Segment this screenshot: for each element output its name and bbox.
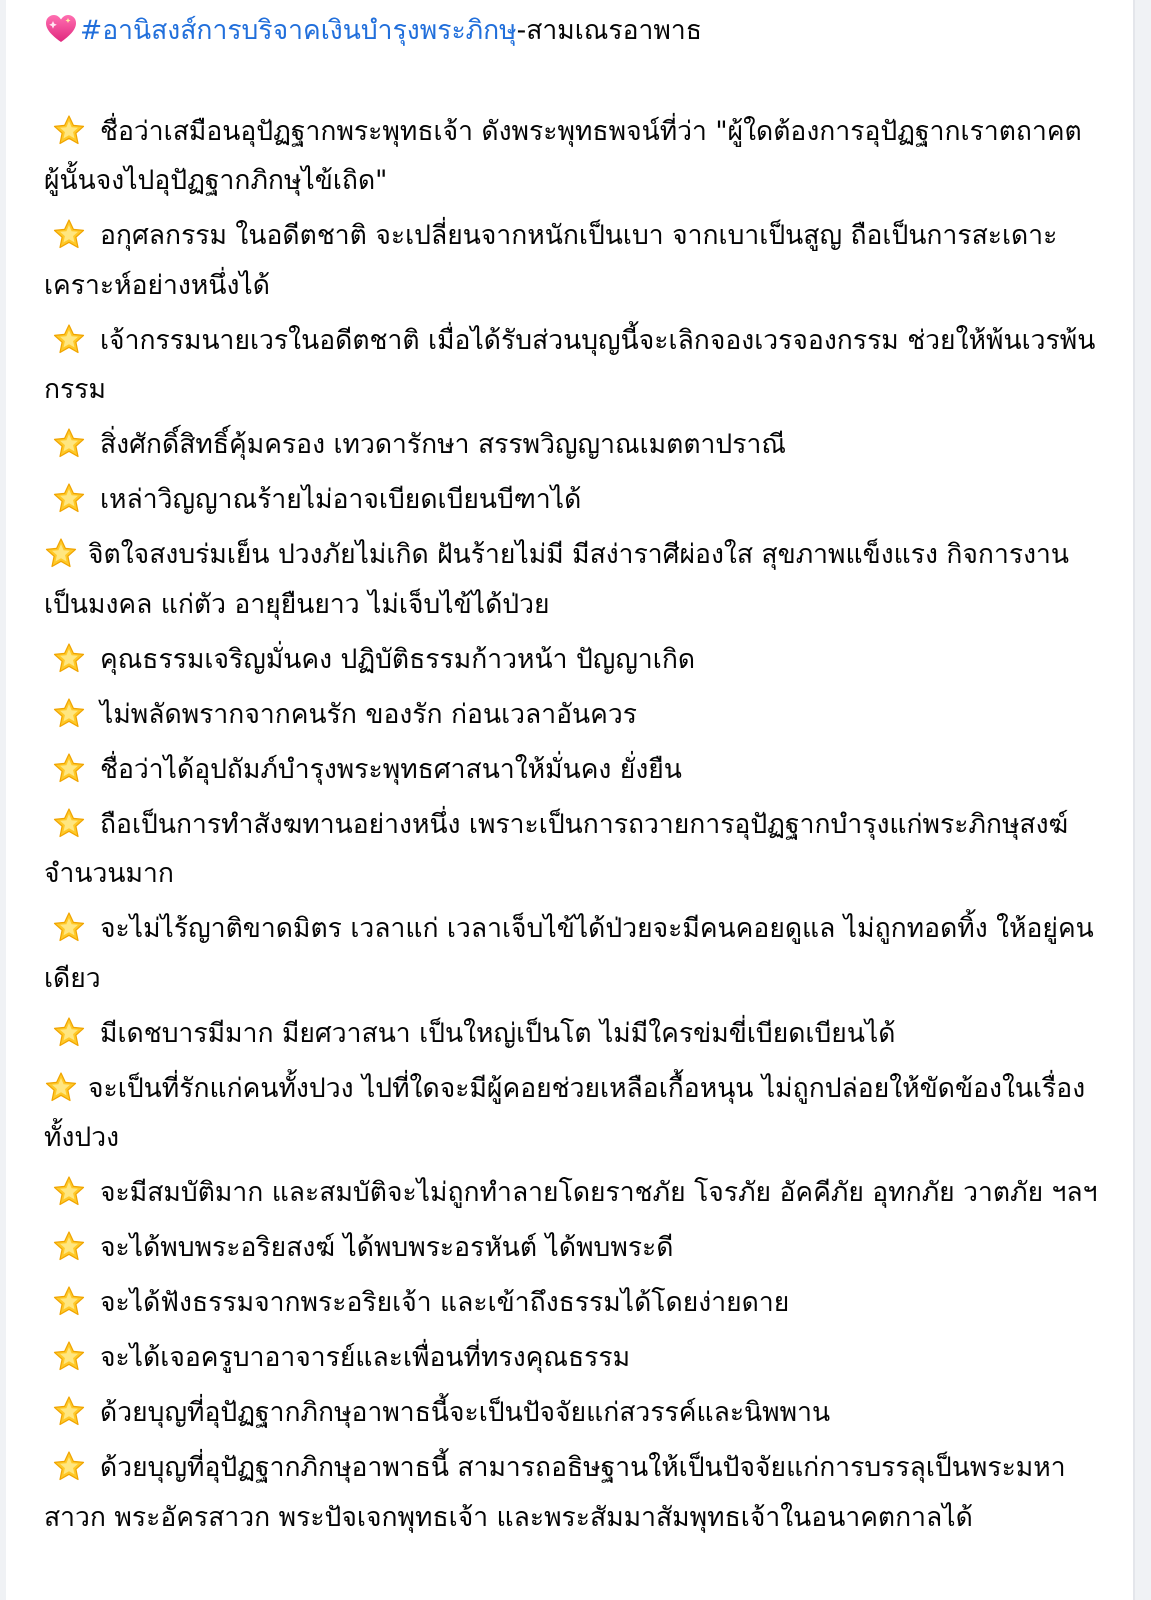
glowing-star-icon [52, 217, 86, 249]
glowing-star-icon [52, 806, 86, 838]
glowing-star-icon [52, 1174, 86, 1206]
benefit-line [44, 1168, 1105, 1218]
glowing-star-icon [52, 696, 86, 728]
benefit-text: จิตใจสงบร่มเย็น ปวงภัยไม่เกิด ฝันร้ายไม่มี มีสง่าราศีผ่องใส สุขภาพแข็งแรง กิจการงานเป็นมงคล แก่ตัว อายุยืนยาว ไม่เจ็บไข้ได้ป่วย [44, 539, 1070, 620]
benefit-line [44, 1064, 1105, 1163]
benefit-text: เจ้ากรรมนายเวรในอดีตชาติ เมื่อได้รับส่วนบุญนี้จะเลิกจองเวรจองกรรม ช่วยให้พ้นเวรพ้นกรรม [44, 324, 1096, 405]
glowing-star-icon [52, 426, 86, 458]
benefit-line [44, 1333, 1105, 1383]
post-body [6, 0, 1135, 1600]
benefit-line [44, 530, 1105, 629]
glowing-star-icon [52, 641, 86, 673]
benefit-line [44, 1388, 1105, 1438]
glowing-star-icon [52, 113, 86, 145]
benefit-text: มีเดชบารมีมาก มียศวาสนา เป็นใหญ่เป็นโต ไม่มีใครข่มขี่เบียดเบียนได้ [100, 1017, 896, 1049]
glowing-star-icon [52, 910, 86, 942]
benefit-line [44, 690, 1105, 740]
glowing-star-icon [52, 322, 86, 354]
glowing-star-icon [52, 1229, 86, 1261]
glowing-star-icon [44, 1070, 78, 1102]
benefit-text: ชื่อว่าได้อุปถัมภ์บำรุงพระพุทธศาสนาให้มั่นคง ยั่งยืน [100, 753, 682, 785]
benefit-text: ด้วยบุญที่อุปัฏฐากภิกษุอาพาธนี้จะเป็นปัจจัยแก่สวรรค์และนิพพาน [100, 1397, 831, 1428]
benefit-line [44, 1278, 1105, 1328]
glowing-star-icon [44, 536, 78, 568]
benefit-line [44, 800, 1105, 899]
benefit-line [44, 904, 1105, 1003]
sparkling-heart-icon [44, 11, 78, 41]
glowing-star-icon [52, 1284, 86, 1316]
glowing-star-icon [52, 1015, 86, 1047]
glowing-star-icon [52, 1339, 86, 1371]
benefit-text: จะได้เจอครูบาอาจารย์และเพื่อนที่ทรงคุณธรรม [100, 1342, 631, 1373]
benefit-line [44, 1443, 1105, 1542]
benefit-text: ชื่อว่าเสมือนอุปัฏฐากพระพุทธเจ้า ดังพระพุทธพจน์ที่ว่า "ผู้ใดต้องการอุปัฏฐากเราตถาคต ผู้นั้นจงไปอุปัฏฐากภิกษุไข้เถิด" [44, 115, 1082, 196]
benefit-text: สิ่งศักดิ์สิทธิ์คุ้มครอง เทวดารักษา สรรพวิญญาณเมตตาปราณี [100, 429, 786, 460]
benefit-text: เหล่าวิญญาณร้ายไม่อาจเบียดเบียนบีฑาได้ [100, 484, 582, 515]
glowing-star-icon [52, 1449, 86, 1481]
benefit-line [44, 107, 1105, 206]
benefit-line [44, 745, 1105, 795]
post-edge-divider [1133, 0, 1135, 1600]
benefit-line [44, 635, 1105, 685]
benefit-line [44, 475, 1105, 525]
benefit-text: จะเป็นที่รักแก่คนทั้งปวง ไปที่ใดจะมีผู้คอยช่วยเหลือเกื้อหนุน ไม่ถูกปล่อยให้ขัดข้องในเรื่องทั้งปวง [44, 1072, 1086, 1153]
benefit-text: ด้วยบุญที่อุปัฏฐากภิกษุอาพาธนี้ สามารถอธิษฐานให้เป็นปัจจัยแก่การบรรลุเป็นพระมหาสาวก พระอัครสาวก พระปัจเจกพุทธเจ้า และพระสัมมาสัมพุทธเจ้าในอนาคตกาลได้ [44, 1452, 1066, 1533]
post-title-line [44, 6, 1105, 56]
benefit-line [44, 316, 1105, 415]
benefit-text: จะมีสมบัติมาก และสมบัติจะไม่ถูกทำลายโดยราชภัย โจรภัย อัคคีภัย อุทกภัย วาตภัย ฯลฯ [100, 1177, 1098, 1208]
benefit-text: คุณธรรมเจริญมั่นคง ปฏิบัติธรรมก้าวหน้า ปัญญาเกิด [100, 643, 696, 675]
benefit-line [44, 1009, 1105, 1059]
hashtag-link[interactable]: #อานิสงส์การบริจาคเงินบำรุงพระภิกษุ [80, 15, 517, 46]
benefit-text: จะไม่ไร้ญาติขาดมิตร เวลาแก่ เวลาเจ็บไข้ได้ป่วยจะมีคนคอยดูแล ไม่ถูกทอดทิ้ง ให้อยู่คนเดียว [44, 913, 1094, 994]
benefit-line [44, 1223, 1105, 1273]
blank-line [44, 56, 1105, 107]
post-title-suffix: -สามเณรอาพาธ [516, 15, 702, 46]
benefit-text: ถือเป็นการทำสังฆทานอย่างหนึ่ง เพราะเป็นการถวายการอุปัฏฐากบำรุงแก่พระภิกษุสงฆ์จำนวนมาก [44, 808, 1069, 889]
glowing-star-icon [52, 751, 86, 783]
glowing-star-icon [52, 481, 86, 513]
benefit-line [44, 211, 1105, 310]
glowing-star-icon [52, 1394, 86, 1426]
benefit-text: ไม่พลัดพรากจากคนรัก ของรัก ก่อนเวลาอันควร [100, 698, 638, 730]
benefit-text: อกุศลกรรม ในอดีตชาติ จะเปลี่ยนจากหนักเป็นเบา จากเบาเป็นสูญ ถือเป็นการสะเดาะเคราะห์อย่างหนึ่งได้ [44, 220, 1058, 301]
benefit-text: จะได้ฟังธรรมจากพระอริยเจ้า และเข้าถึงธรรมได้โดยง่ายดาย [100, 1287, 790, 1318]
benefit-text: จะได้พบพระอริยสงฆ์ ได้พบพระอรหันต์ ได้พบพระดี [100, 1232, 674, 1263]
benefit-line [44, 420, 1105, 470]
